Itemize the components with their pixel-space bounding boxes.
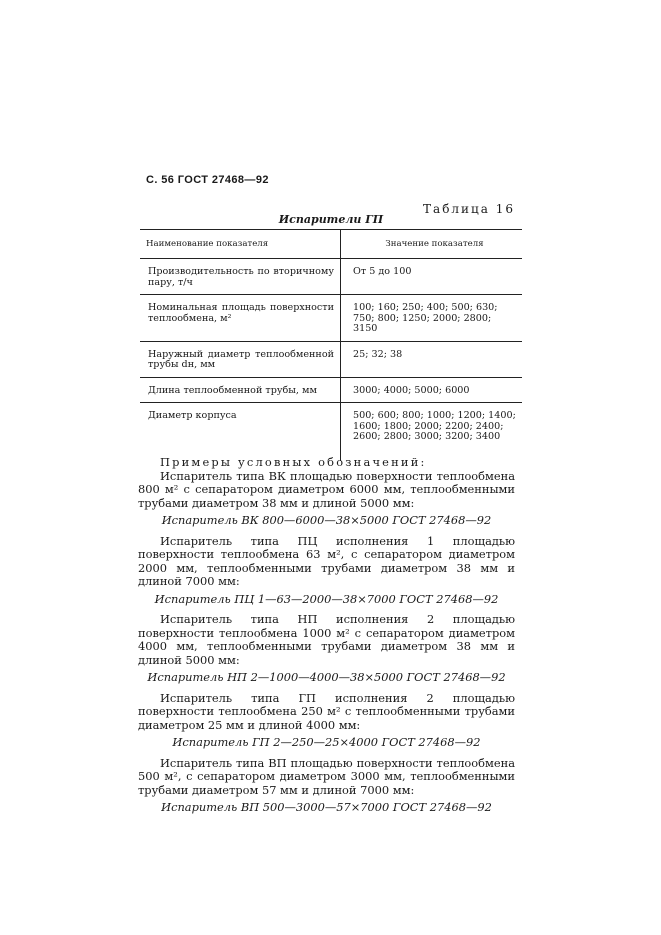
row-value: 3000; 4000; 5000; 6000 bbox=[341, 377, 523, 403]
table-row bbox=[140, 377, 522, 403]
table-row bbox=[140, 403, 522, 462]
example-text: Испаритель типа ПЦ исполнения 1 площадью поверхности теплообмена 63 м², с сепаратором диаметром 2000 мм, теплообменными трубами диаметром 38 мм и длиной 7000 мм: bbox=[138, 533, 515, 588]
row-name: Производительность по вторичному пару, т/ч bbox=[140, 259, 341, 295]
example-designation: Испаритель ВП 500—3000—57×7000 ГОСТ 27468—92 bbox=[161, 800, 492, 814]
table-title: Испарители ГП bbox=[278, 213, 384, 226]
example-text: Испаритель типа НП исполнения 2 площадью поверхности теплообмена 1000 м² с сепаратором диаметром 4000 мм, теплообменными трубами диаметром 38 мм и длиной 5000 мм: bbox=[138, 612, 515, 667]
table-row bbox=[140, 295, 522, 342]
example-designation: Испаритель ГП 2—250—25×4000 ГОСТ 27468—92 bbox=[172, 735, 481, 749]
example-text: Испаритель типа ВП площадью поверхности теплообмена 500 м², с сепаратором диаметром 3000 мм, теплообменными трубами диаметром 57 мм и длиной 7000 мм: bbox=[138, 755, 515, 797]
row-name: Диаметр корпуса bbox=[148, 410, 237, 421]
row-value: 25; 32; 38 bbox=[341, 341, 523, 377]
column-header-name: Наименование показателя bbox=[140, 230, 341, 259]
example-text: Испаритель типа ГП исполнения 2 площадью поверхности теплообмена 250 м² с теплообменными трубами диаметром 25 мм и длиной 4000 мм: bbox=[138, 690, 515, 732]
example-designation: Испаритель ПЦ 1—63—2000—38×7000 ГОСТ 27468—92 bbox=[154, 591, 499, 606]
specification-table bbox=[140, 229, 522, 461]
example-designation: Испаритель ВК 800—6000—38×5000 ГОСТ 27468—92 bbox=[161, 513, 492, 527]
page-header: С. 56 ГОСТ 27468—92 bbox=[146, 174, 269, 186]
table-header-row bbox=[140, 230, 522, 259]
examples-section bbox=[138, 456, 515, 822]
row-name: Наружный диаметр теплообменной трубы dн, мм bbox=[140, 341, 341, 377]
example-designation: Испаритель НП 2—1000—4000—38×5000 ГОСТ 27468—92 bbox=[147, 670, 506, 684]
row-name: Длина теплообменной трубы, мм bbox=[140, 377, 341, 403]
table-row bbox=[140, 341, 522, 377]
row-value: От 5 до 100 bbox=[341, 259, 523, 295]
row-name: Номинальная площадь поверхности теплообмена, м² bbox=[140, 295, 341, 342]
row-value: 500; 600; 800; 1000; 1200; 1400; 1600; 1800; 2000; 2200; 2400; 2600; 2800; 3000; 3200; 3400 bbox=[341, 403, 523, 462]
example-text: Испаритель типа ВК площадью поверхности теплообмена 800 м² с сепаратором диаметром 6000 мм, теплообменными трубами диаметром 38 мм и длиной 5000 мм: bbox=[138, 468, 515, 510]
examples-heading: Примеры условных обозначений: bbox=[160, 455, 427, 469]
row-value: 100; 160; 250; 400; 500; 630; 750; 800; 1250; 2000; 2800; 3150 bbox=[341, 295, 523, 342]
table-number: Таблица 16 bbox=[423, 202, 515, 216]
column-header-value: Значение показателя bbox=[341, 230, 523, 259]
table-row bbox=[140, 259, 522, 295]
